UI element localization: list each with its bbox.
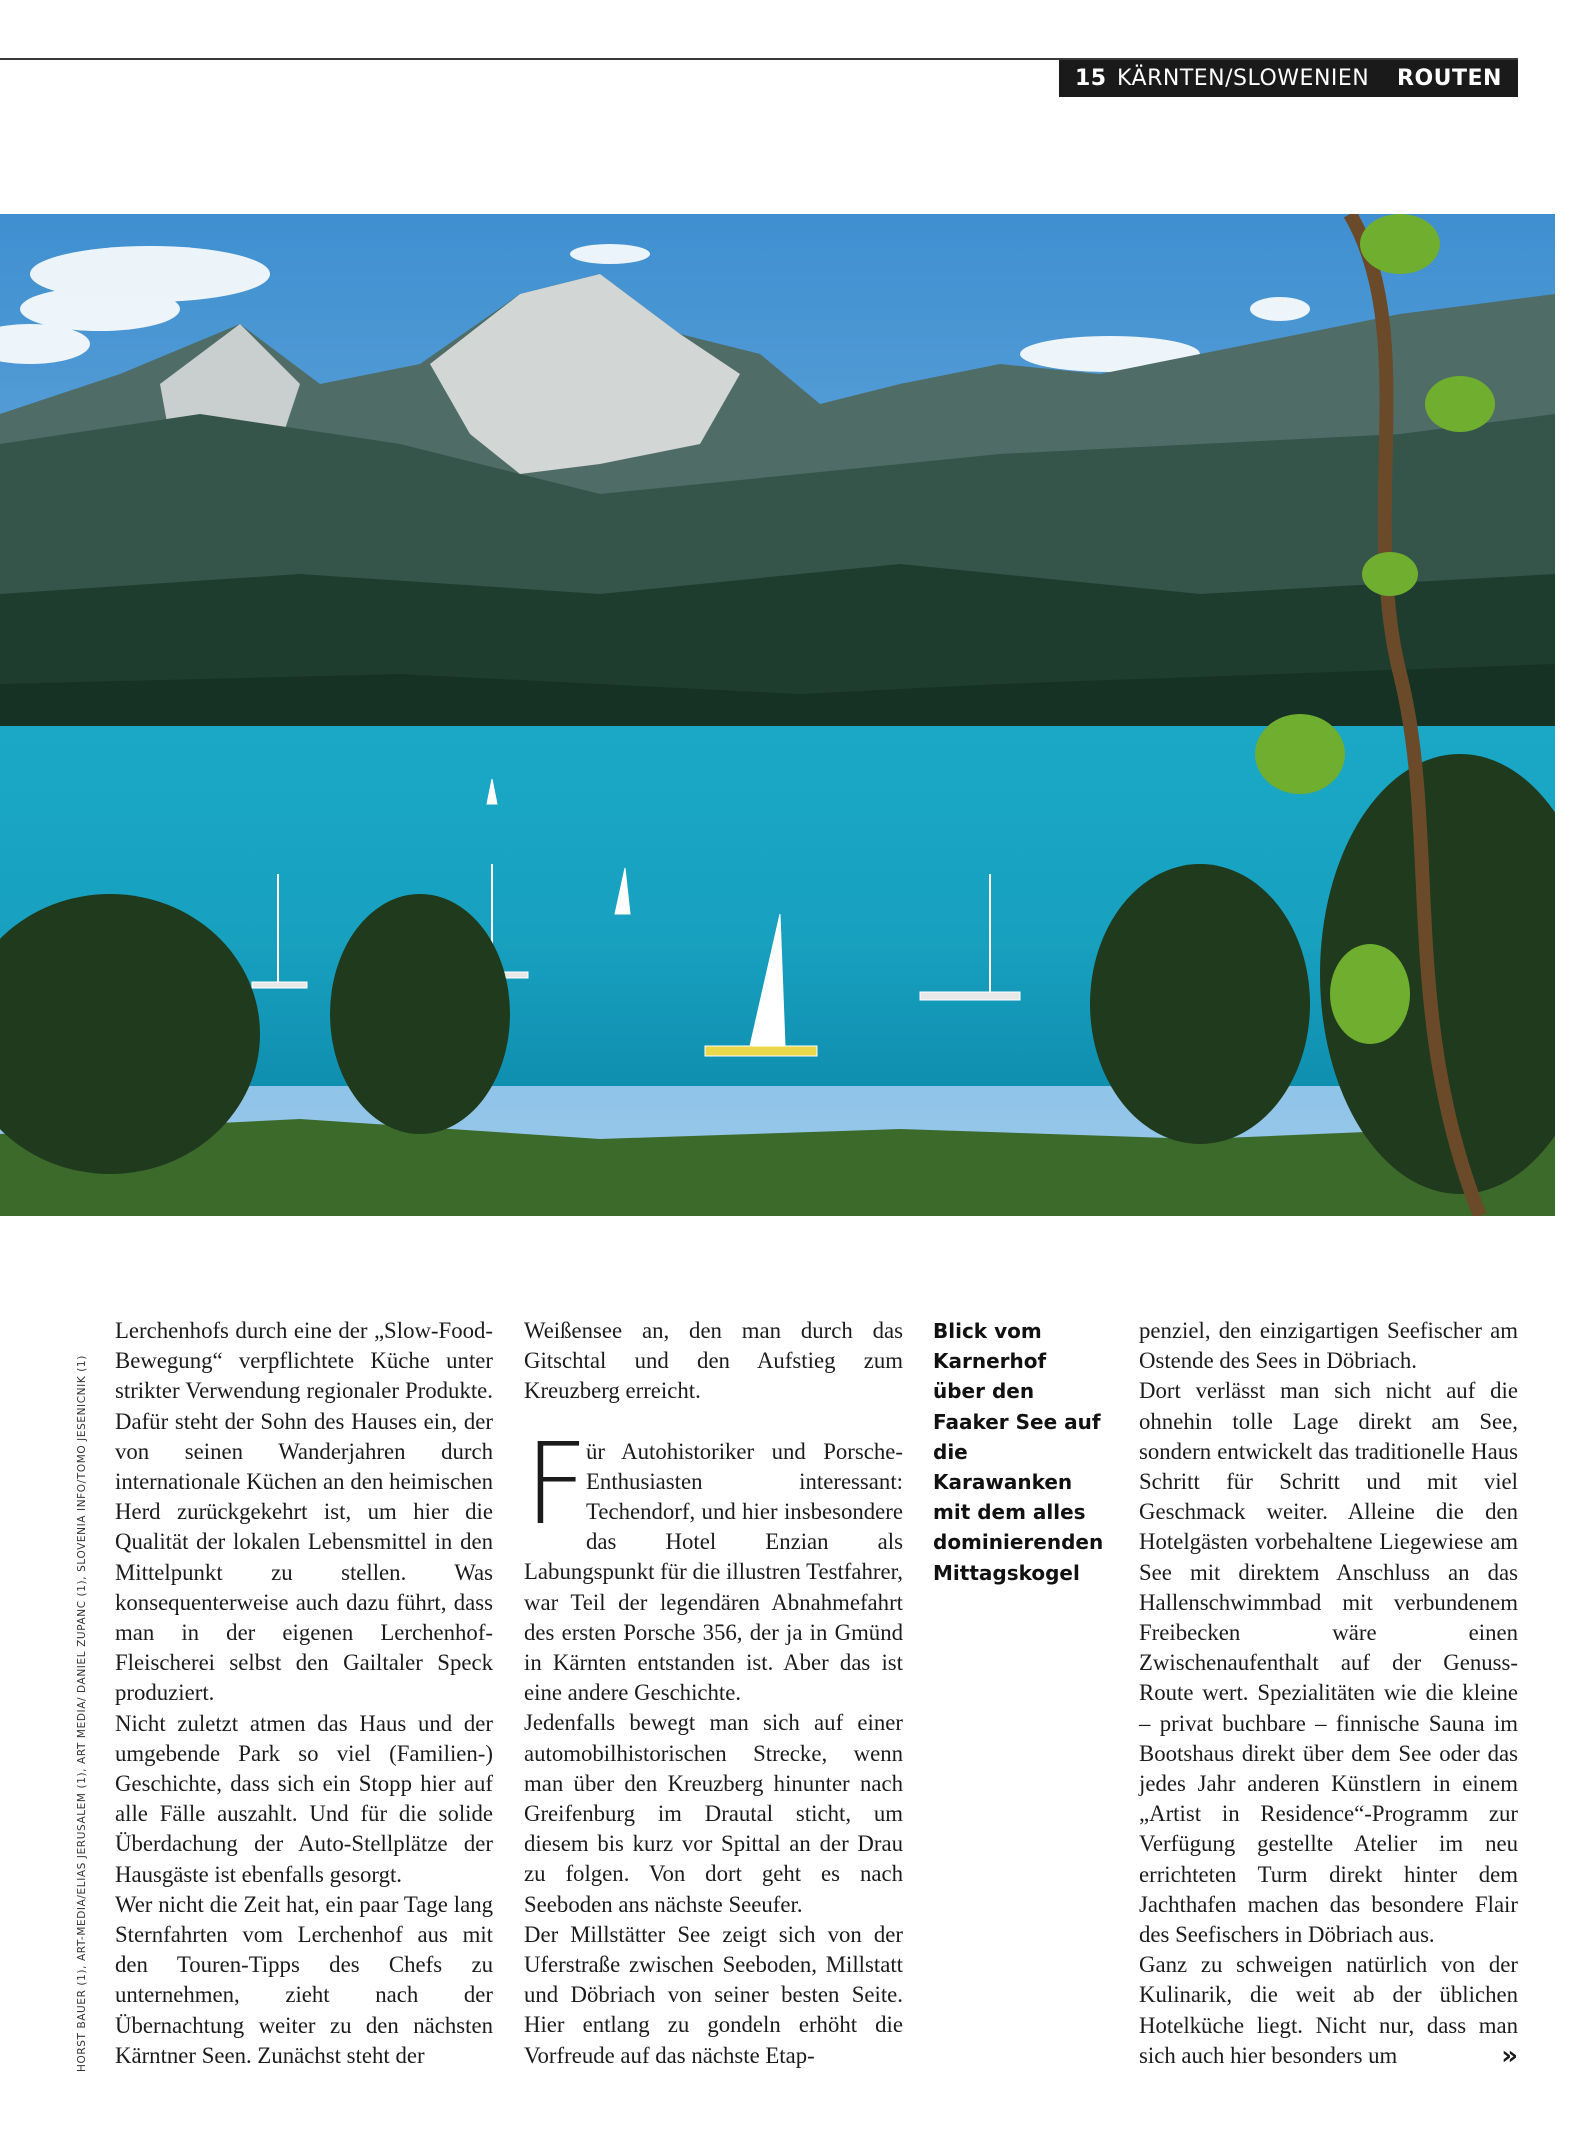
paragraph [1139, 1950, 1518, 2071]
paragraph-text: Ganz zu schweigen natürlich von der Kulinarik, die weit ab der üblichen Hotelküche liegt. Nicht nur, dass man sich auch hier besonders um [1139, 1952, 1518, 2068]
paragraph: Wer nicht die Zeit hat, ein paar Tage lang Sternfahrten vom Lerchenhof aus mit den Touren-Tipps des Chefs zu unternehmen, zieht nach der Übernachtung weiter zu den nächsten Kärntner Seen. Zunächst steht der [115, 1891, 493, 2068]
page-header [1059, 60, 1518, 97]
region-label: KÄRNTEN/SLOWENIEN [1117, 66, 1370, 91]
section-label: ROUTEN [1397, 66, 1502, 91]
paragraph-text: ür Autohistoriker und Porsche-Enthusiasten interessant: Techendorf, und hier insbesondere das Hotel Enzian als Labungspunkt für die illustren Testfahrer, war Teil der legendären Abnahmefahrt des ersten Porsche 356, der ja in Gmünd in Kärnten entstanden ist. Aber das ist eine andere Geschichte. [524, 1438, 903, 1706]
drop-cap: F [524, 1419, 589, 1550]
photo-caption: Blick vom Karnerhof über den Faaker See auf die Karawanken mit dem alles dominierenden Mittagskogel [933, 1319, 1104, 1585]
paragraph: Der Millstätter See zeigt sich von der Uferstraße zwischen Seeboden, Millstatt und Döbriach von seiner besten Seite. Hier entlang zu gondeln erhöht die Vorfreude auf das nächste Etap- [524, 1921, 903, 2068]
page-number: 15 [1075, 66, 1107, 91]
paragraph: Weißensee an, den man durch das Gitschtal und den Aufstieg zum Kreuzberg erreicht. [524, 1318, 903, 1404]
continue-arrow-icon: » [1501, 2040, 1518, 2071]
photo-credit: HORST BAUER (1), ART-MEDIA/ELIAS JERUSALEM (1), ART MEDIA/ DANIEL ZUPANC (1), SLOVENIA INFO/TOMO JESENICNIK (1) [76, 1355, 88, 2072]
lake-photo [0, 214, 1555, 1216]
paragraph [524, 1419, 903, 1709]
paragraph: Dort verlässt man sich nicht auf die ohnehin tolle Lage direkt am See, sondern entwickelt das traditionelle Haus Schritt für Schritt und mit viel Geschmack weiter. Alleine die den Hotelgästen vorbehaltene Liegewiese am See mit direktem Anschluss an das Hallenschwimmbad mit verbundenem Freibecken wäre einen Zwischenaufenthalt auf der Genuss-Route wert. Spezialitäten wie die kleine – privat buchbare – finnische Sauna im Bootshaus direkt über dem See oder das jedes Jahr anderen Künstlern in einem „Artist in Residence“-Programm zur Verfügung gestellte Atelier im neu errichteten Turm direkt hinter dem Jachthafen machen das besondere Flair des Seefischers in Döbriach aus. [1139, 1378, 1518, 1948]
paragraph: penziel, den einzigartigen Seefischer am Ostende des Sees in Döbriach. [1139, 1318, 1518, 1374]
paragraph: Lerchenhofs durch eine der „Slow-Food-Bewegung“ verpflichtete Küche unter strikter Verwendung regionaler Produkte. Dafür steht der Sohn des Hauses ein, der von seinen Wanderjahren durch internationale Küchen an den heimischen Herd zurückgekehrt ist, um hier die Qualität der lokalen Lebensmittel in den Mittelpunkt zu stellen. Was konsequenterweise auch dazu führt, dass man in der eigenen Lerchenhof-Fleischerei selbst den Gailtaler Speck produziert. [115, 1318, 493, 1706]
text-column-2 [524, 1316, 903, 2071]
paragraph: Jedenfalls bewegt man sich auf einer automobilhistorischen Strecke, wenn man über den Kreuzberg hinunter nach Greifenburg im Drautal sticht, um diesem bis kurz vor Spittal an der Drau zu folgen. Von dort geht es nach Seeboden ans nächste Seeufer. [524, 1710, 903, 1917]
text-column-4 [1139, 1316, 1518, 2071]
text-column-1 [115, 1316, 493, 2071]
paragraph: Nicht zuletzt atmen das Haus und der umgebende Park so viel (Familien-) Geschichte, dass sich ein Stopp hier auf alle Fälle auszahlt. Und für die solide Überdachung der Auto-Stellplätze der Hausgäste ist ebenfalls gesorgt. [115, 1710, 493, 1887]
